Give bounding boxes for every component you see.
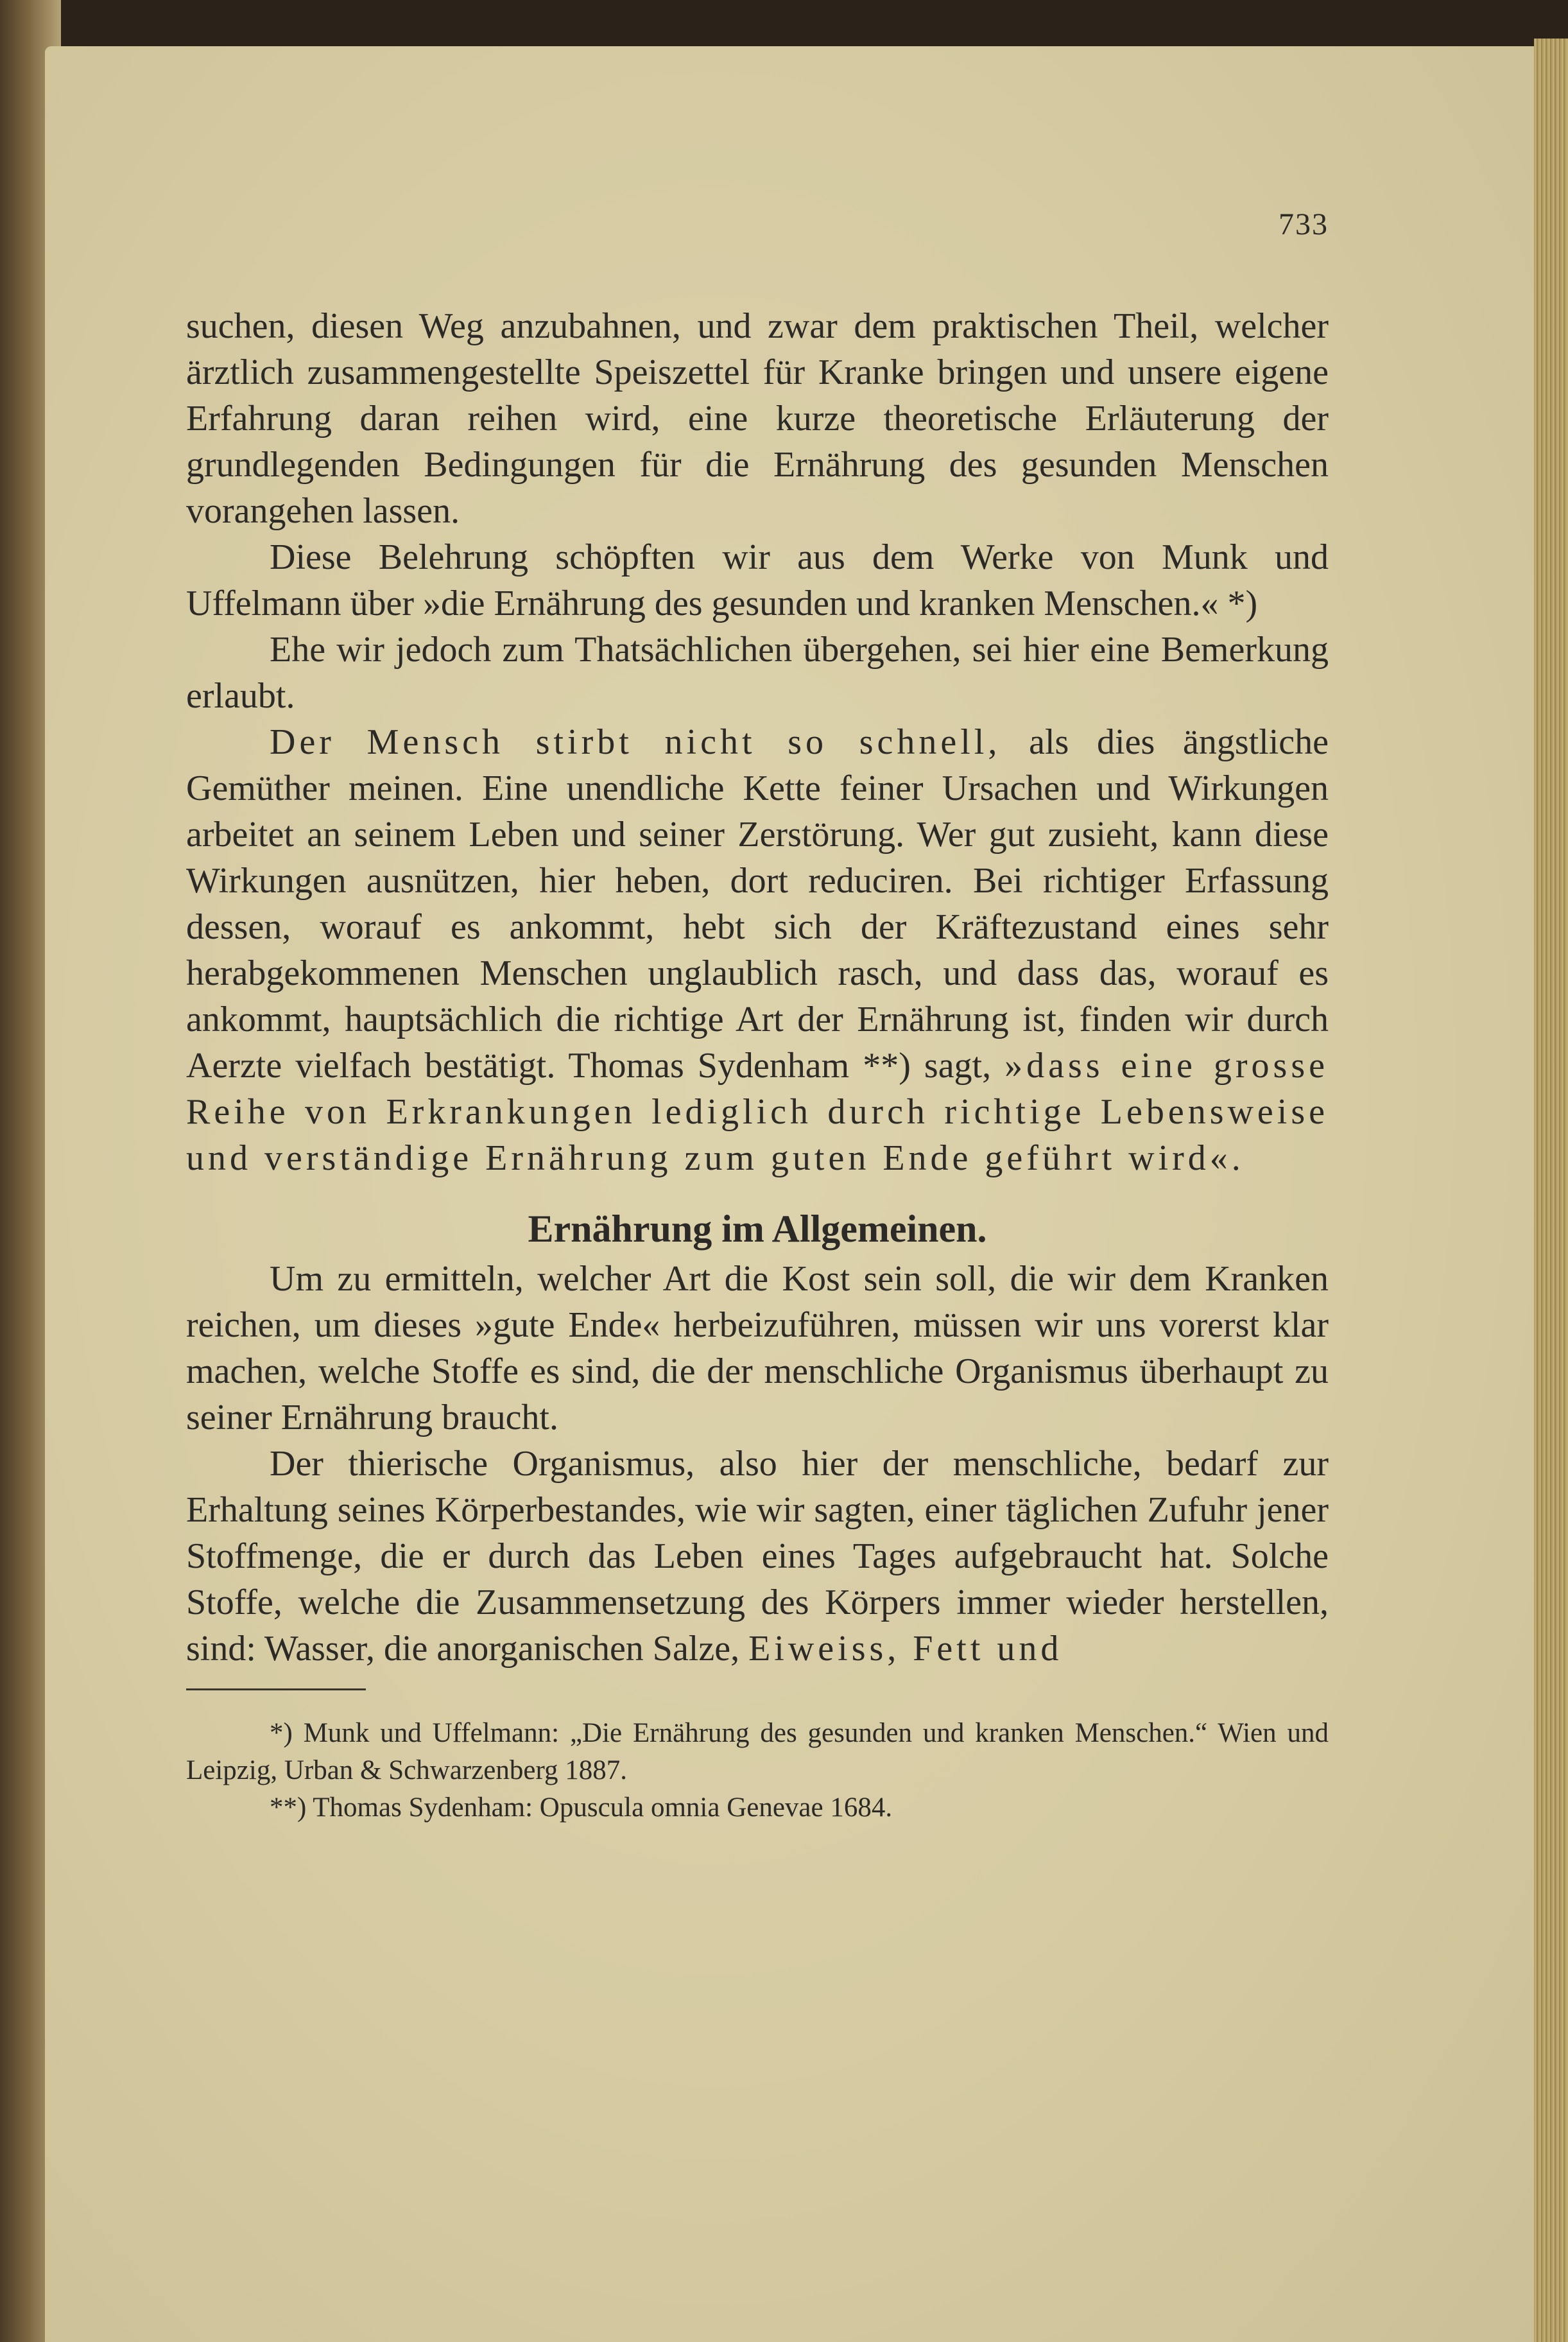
spaced-text: Der Mensch stirbt nicht so schnell, <box>270 722 1001 762</box>
paragraph-5: Um zu ermitteln, welcher Art die Kost sein soll, die wir dem Kranken reichen, um dieses »gute Ende« herbeizuführen, müssen wir uns vorerst klar machen, welche Stoffe es sind, die der menschliche Organismus überhaupt zu seiner Ernährung braucht. <box>186 1259 1329 1437</box>
paragraph-6 <box>186 1441 1329 1672</box>
dark-background-top <box>0 0 1568 51</box>
spaced-quote: »dass eine grosse Reihe von Erkrankungen lediglich durch richtige Lebensweise und verständige Ernährung zum guten Ende geführt wird«. <box>186 1046 1329 1178</box>
footnote-1: *) Munk und Uffelmann: „Die Ernährung des gesunden und kranken Menschen.“ Wien und Leipzig, Urban & Schwarzenberg 1887. <box>186 1718 1329 1785</box>
book-page <box>45 46 1534 2342</box>
page-number: 733 <box>1279 207 1329 241</box>
section-heading: Ernährung im Allgemeinen. <box>528 1208 987 1250</box>
page-fore-edge <box>1534 39 1568 2342</box>
paragraph-1: suchen, diesen Weg anzubahnen, und zwar dem praktischen Theil, welcher ärztlich zusammengestellte Speiszettel für Kranke bringen und unsere eigene Erfahrung daran reihen wird, eine kurze theoretische Erläuterung der grundlegenden Bedingungen für die Ernährung des gesunden Menschen vorangehen lassen. <box>186 306 1329 531</box>
footnote-divider <box>186 1688 366 1690</box>
paragraph-2: Diese Belehrung schöpften wir aus dem Werke von Munk und Uffelmann über »die Ernährung des gesunden und kranken Menschen.« *) <box>186 537 1329 623</box>
paragraph-4-text: als dies ängstliche Gemüther meinen. Eine unendliche Kette feiner Ursachen und Wirkungen arbeitet an seinem Leben und seiner Zerstörung. Wer gut zusieht, kann diese Wirkungen ausnützen, hier heben, dort reduciren. Bei richtiger Erfassung dessen, worauf es ankommt, hebt sich der Kräftezustand eines sehr herabgekommenen Menschen unglaublich rasch, und dass das, worauf es ankommt, hauptsächlich die richtige Art der Ernährung ist, finden wir durch Aerzte vielfach bestätigt. Thomas Sydenham **) sagt, <box>186 722 1329 1086</box>
paragraph-3: Ehe wir jedoch zum Thatsächlichen übergehen, sei hier eine Bemerkung erlaubt. <box>186 630 1329 716</box>
paragraph-6-text: Der thierische Organismus, also hier der menschliche, bedarf zur Erhaltung seines Körperbestandes, wie wir sagten, einer täglichen Zufuhr jener Stoffmenge, die er durch das Leben eines Tages aufgebraucht hat. Solche Stoffe, welche die Zusammensetzung des Körpers immer wieder herstellen, sind: Wasser, die anorganischen Salze, <box>186 1444 1329 1669</box>
footnotes <box>186 1715 1329 1826</box>
footnote-2: **) Thomas Sydenham: Opuscula omnia Genevae 1684. <box>270 1792 893 1823</box>
body-text <box>186 303 1329 1826</box>
paragraph-4 <box>186 719 1329 1181</box>
spaced-text-end: Eiweiss, Fett und <box>748 1629 1063 1669</box>
